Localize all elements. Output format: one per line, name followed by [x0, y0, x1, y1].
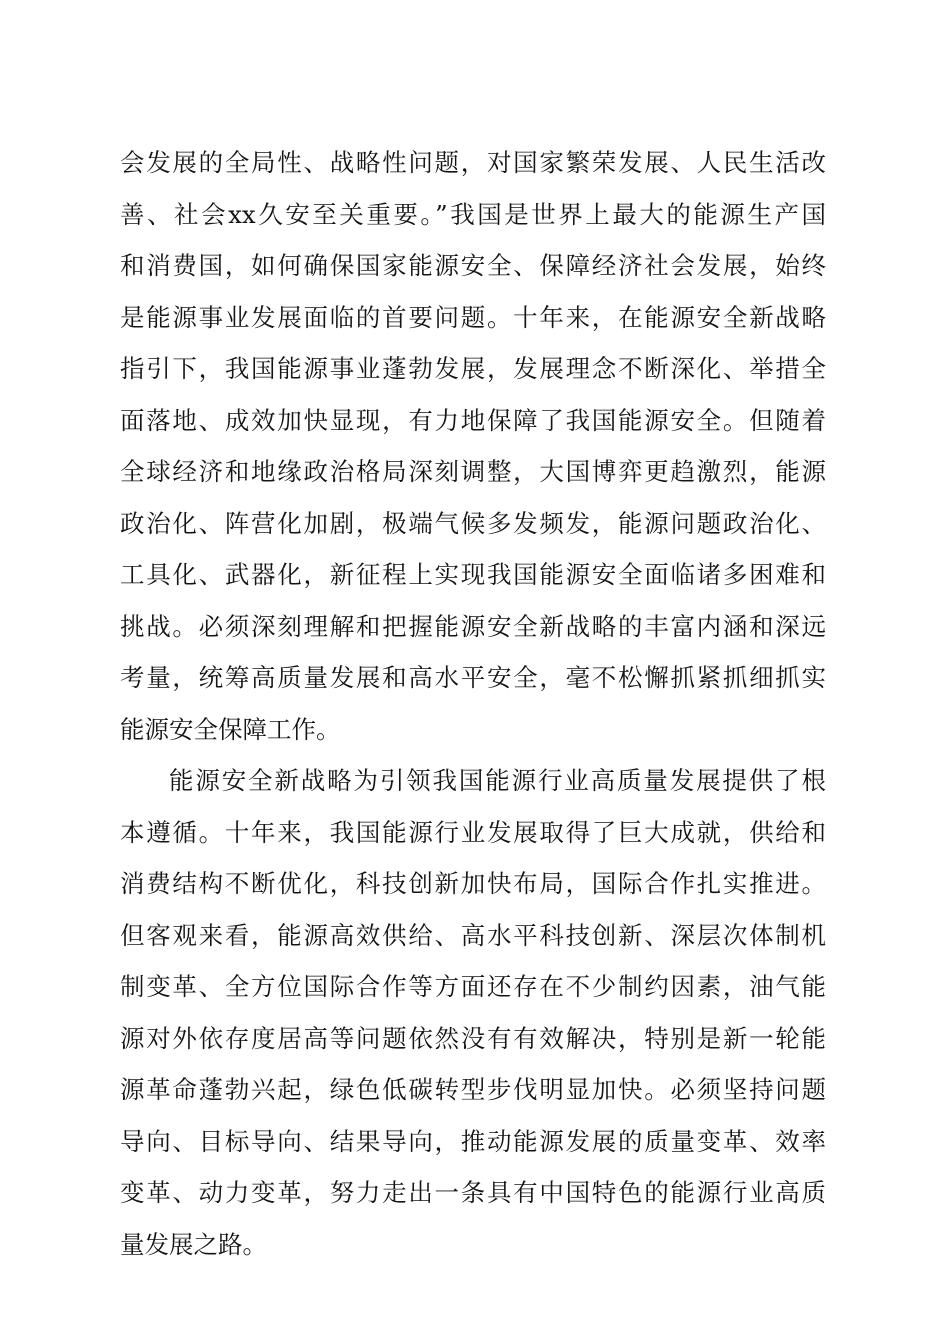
- text-line: 制变革、全方位国际合作等方面还存在不少制约因素，油气能: [120, 972, 826, 1001]
- text-line: 本遵循。十年来，我国能源行业发展取得了巨大成就，供给和: [120, 817, 826, 847]
- text-line: 面落地、成效加快显现，有力地保障了我国能源安全。但随着: [120, 405, 826, 435]
- text-line: 能源安全新战略为引领我国能源行业高质量发展提供了根: [169, 766, 826, 795]
- text-line: 会发展的全局性、战略性问题，对国家繁荣发展、人民生活改: [120, 148, 826, 177]
- text-line: 考量，统筹高质量发展和高水平安全，毫不松懈抓紧抓细抓实: [120, 663, 826, 692]
- text-line: 指引下，我国能源事业蓬勃发展，发展理念不断深化、举措全: [120, 354, 826, 383]
- text-line: 导向、目标导向、结果导向，推动能源发展的质量变革、效率: [120, 1126, 826, 1156]
- paragraph-1: [120, 137, 826, 755]
- text-line: 挑战。必须深刻理解和把握能源安全新战略的丰富内涵和深远: [120, 611, 826, 641]
- document-body: [120, 137, 826, 1270]
- text-line: 源革命蓬勃兴起，绿色低碳转型步伐明显加快。必须坚持问题: [120, 1075, 826, 1104]
- text-line: 源对外依存度居高等问题依然没有有效解决，特别是新一轮能: [120, 1023, 826, 1053]
- text-line: 能源安全保障工作。: [120, 714, 341, 744]
- text-line: 是能源事业发展面临的首要问题。十年来，在能源安全新战略: [120, 302, 826, 332]
- text-line: 善、社会xx久安至关重要。”我国是世界上最大的能源生产国: [120, 199, 826, 229]
- text-line: 工具化、武器化，新征程上实现我国能源安全面临诸多困难和: [120, 560, 826, 589]
- text-line: 量发展之路。: [120, 1229, 267, 1259]
- text-line: 全球经济和地缘政治格局深刻调整，大国博弈更趋激烈，能源: [120, 457, 826, 486]
- text-line: 政治化、阵营化加剧，极端气候多发频发，能源问题政治化、: [120, 508, 826, 538]
- paragraph-2: [120, 755, 826, 1270]
- text-line: 但客观来看，能源高效供给、高水平科技创新、深层次体制机: [120, 920, 826, 950]
- text-line: 变革、动力变革，努力走出一条具有中国特色的能源行业高质: [120, 1178, 826, 1207]
- text-line: 和消费国，如何确保国家能源安全、保障经济社会发展，始终: [120, 251, 826, 280]
- text-line: 消费结构不断优化，科技创新加快布局，国际合作扎实推进。: [120, 869, 826, 898]
